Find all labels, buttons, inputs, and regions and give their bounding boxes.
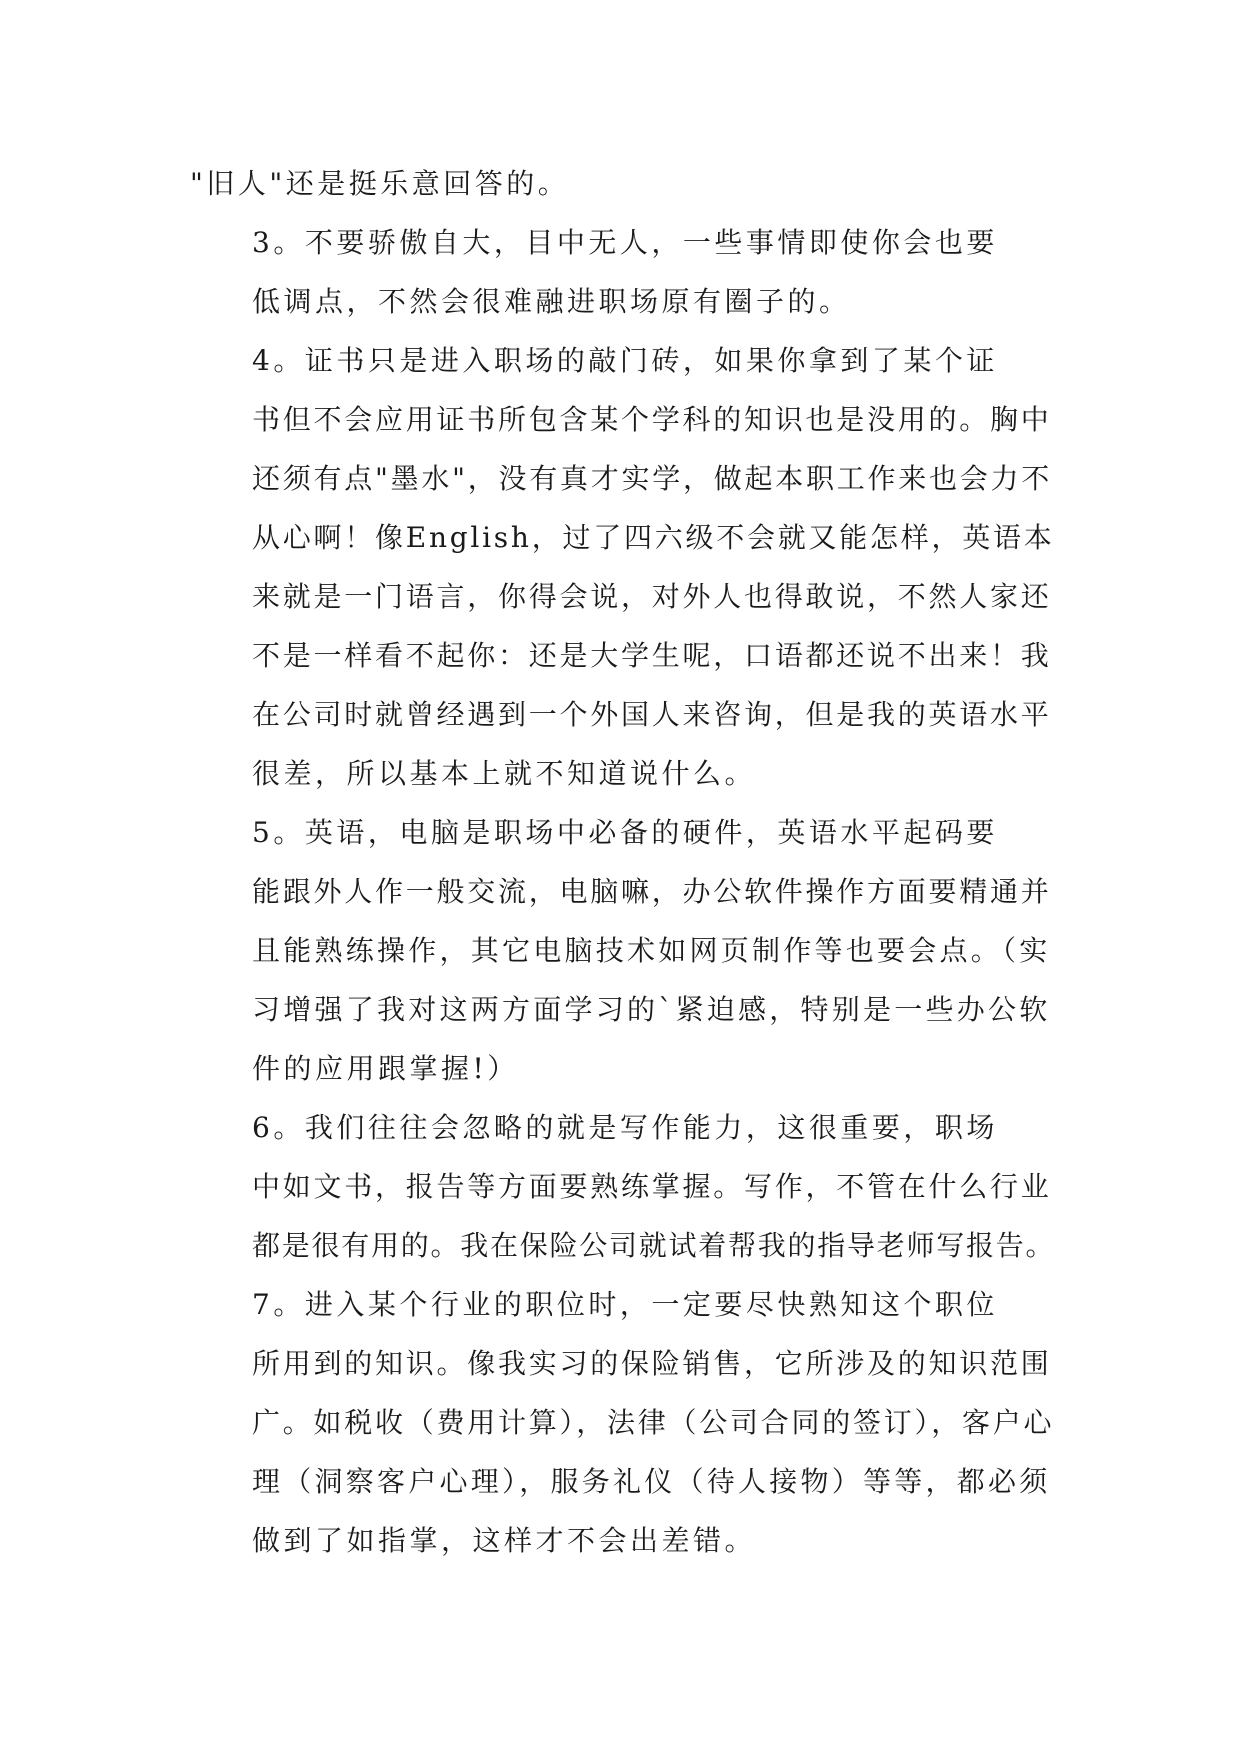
text-line: 都是很有用的。我在保险公司就试着帮我的指导老师写报告。	[252, 1229, 1056, 1262]
paragraph	[190, 1275, 1055, 1570]
text-line: 还须有点"墨水"，没有真才实学，做起本职工作来也会力不	[252, 462, 1053, 495]
text-line: 4。证书只是进入职场的敲门砖，如果你拿到了某个证	[252, 344, 998, 377]
paragraph	[190, 213, 1055, 331]
text-line: 3。不要骄傲自大，目中无人，一些事情即使你会也要	[252, 226, 998, 259]
text-line: 广。如税收（费用计算），法律（公司合同的签订），客户心	[252, 1406, 1055, 1439]
text-line: 7。进入某个行业的职位时，一定要尽快熟知这个职位	[252, 1288, 998, 1321]
text-line: 不是一样看不起你：还是大学生呢，口语都还说不出来！我	[252, 639, 1052, 672]
text-line: 理（洞察客户心理），服务礼仪（待人接物）等等，都必须	[252, 1465, 1051, 1498]
text-line: 能跟外人作一般交流，电脑嘛，办公软件操作方面要精通并	[252, 875, 1052, 908]
text-line: 习增强了我对这两方面学习的`紧迫感，特别是一些办公软	[252, 993, 1051, 1026]
text-line: 在公司时就曾经遇到一个外国人来咨询，但是我的英语水平	[252, 698, 1052, 731]
text-line: 所用到的知识。像我实习的保险销售，它所涉及的知识范围	[252, 1347, 1052, 1380]
text-line: 书但不会应用证书所包含某个学科的知识也是没用的。胸中	[252, 403, 1052, 436]
text-line: 件的应用跟掌握!）	[252, 1052, 519, 1085]
text-line: 中如文书，报告等方面要熟练掌握。写作，不管在什么行业	[252, 1170, 1052, 1203]
text-line: 5。英语，电脑是职场中必备的硬件，英语水平起码要	[252, 816, 998, 849]
document-body	[190, 154, 1055, 1570]
text-line: 从心啊！像English，过了四六级不会就又能怎样，英语本	[252, 521, 1055, 554]
text-line: 做到了如指掌，这样才不会出差错。	[252, 1524, 757, 1557]
paragraph	[190, 1098, 1055, 1275]
paragraph	[190, 803, 1055, 1098]
text-line: 低调点，不然会很难融进职场原有圈子的。	[252, 285, 851, 318]
text-line: 且能熟练操作，其它电脑技术如网页制作等也要会点。（实	[252, 934, 1051, 967]
text-line: "旧人"还是挺乐意回答的。	[190, 167, 570, 200]
paragraph	[190, 154, 1055, 213]
text-line: 来就是一门语言，你得会说，对外人也得敢说，不然人家还	[252, 580, 1052, 613]
paragraph	[190, 331, 1055, 803]
text-line: 6。我们往往会忽略的就是写作能力，这很重要，职场	[252, 1111, 998, 1144]
text-line: 很差，所以基本上就不知道说什么。	[252, 757, 757, 790]
